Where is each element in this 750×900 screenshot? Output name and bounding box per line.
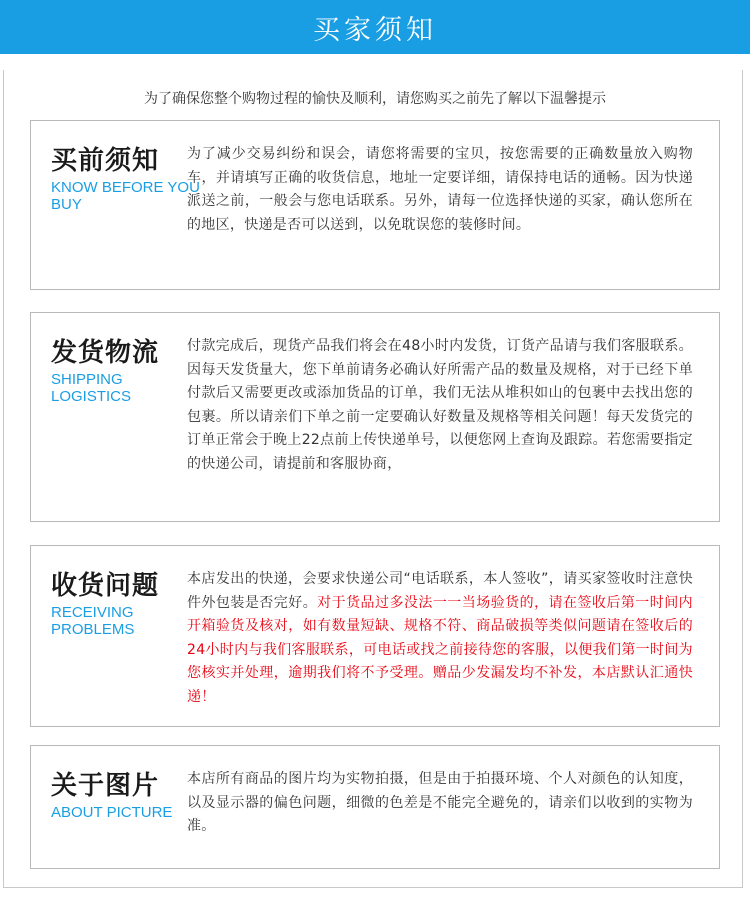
section-body	[187, 568, 693, 709]
section-title-zh: 发货物流	[51, 338, 160, 368]
section-receiving-problems	[30, 545, 720, 727]
section-title-zh: 关于图片	[51, 771, 160, 801]
header-bar	[0, 0, 750, 54]
section-heading	[51, 770, 201, 821]
section-heading	[51, 570, 201, 638]
section-body-warning: 对于货品过多没法一一当场验货的，请在签收后第一时间内开箱验货及核对，如有数量短缺、规格不符、商品破损等类似问题请在签收后的24小时内与我们客服联系，可电话或找之前接待您的客服，以便我们第一时间为您核实并处理，逾期我们将不予受理。赠品少发漏发均不补发，本店默认汇通快递！	[187, 594, 693, 705]
section-title-en: KNOW BEFORE YOU BUY	[51, 179, 200, 213]
section-body-normal: 本店发出的快递，会要求快递公司“电话联系，本人签收”，请买家签收时注意快件外包装是否完好。	[187, 571, 693, 611]
section-title-en: SHIPPING LOGISTICS	[51, 371, 132, 405]
section-body: 本店所有商品的图片均为实物拍摄，但是由于拍摄环境、个人对颜色的认知度，以及显示器的偏色问题，细微的色差是不能完全避免的，请亲们以收到的实物为准。	[187, 771, 693, 834]
section-about-picture	[30, 745, 720, 869]
section-know-before-you-buy	[30, 120, 720, 290]
page-title: 买家须知	[313, 14, 437, 46]
intro-text: 为了确保您整个购物过程的愉快及顺利，请您购买之前先了解以下温馨提示	[144, 91, 606, 107]
section-body: 付款完成后，现货产品我们将会在48小时内发货，订货产品请与我们客服联系。因每天发货量大，您下单前请务必确认好所需产品的数量及规格，对于已经下单付款后又需要更改或添加货品的订单，我们无法从堆积如山的包裹中去找出您的包裹。所以请亲们下单之前一定要确认好数量及规格等相关问题！每天发货完的订单正常会于晚上22点前上传快递单号，以便您网上查询及跟踪。若您需要指定的快递公司，请提前和客服协商，	[187, 338, 693, 472]
section-title-en: RECEIVING PROBLEMS	[51, 604, 135, 638]
section-shipping-logistics	[30, 312, 720, 522]
section-title-zh: 收货问题	[51, 571, 160, 601]
section-title-zh: 买前须知	[51, 146, 160, 176]
section-title-en: ABOUT PICTURE	[51, 804, 173, 821]
section-heading	[51, 337, 201, 405]
section-body: 为了减少交易纠纷和误会，请您将需要的宝贝，按您需要的正确数量放入购物车，并请填写正确的收货信息，地址一定要详细，请保持电话的通畅。因为快递派送之前，一般会与您电话联系。另外，请每一位选择快递的买家，确认您所在的地区，快递是否可以送到，以免耽误您的装修时间。	[187, 146, 693, 233]
section-heading	[51, 145, 201, 213]
